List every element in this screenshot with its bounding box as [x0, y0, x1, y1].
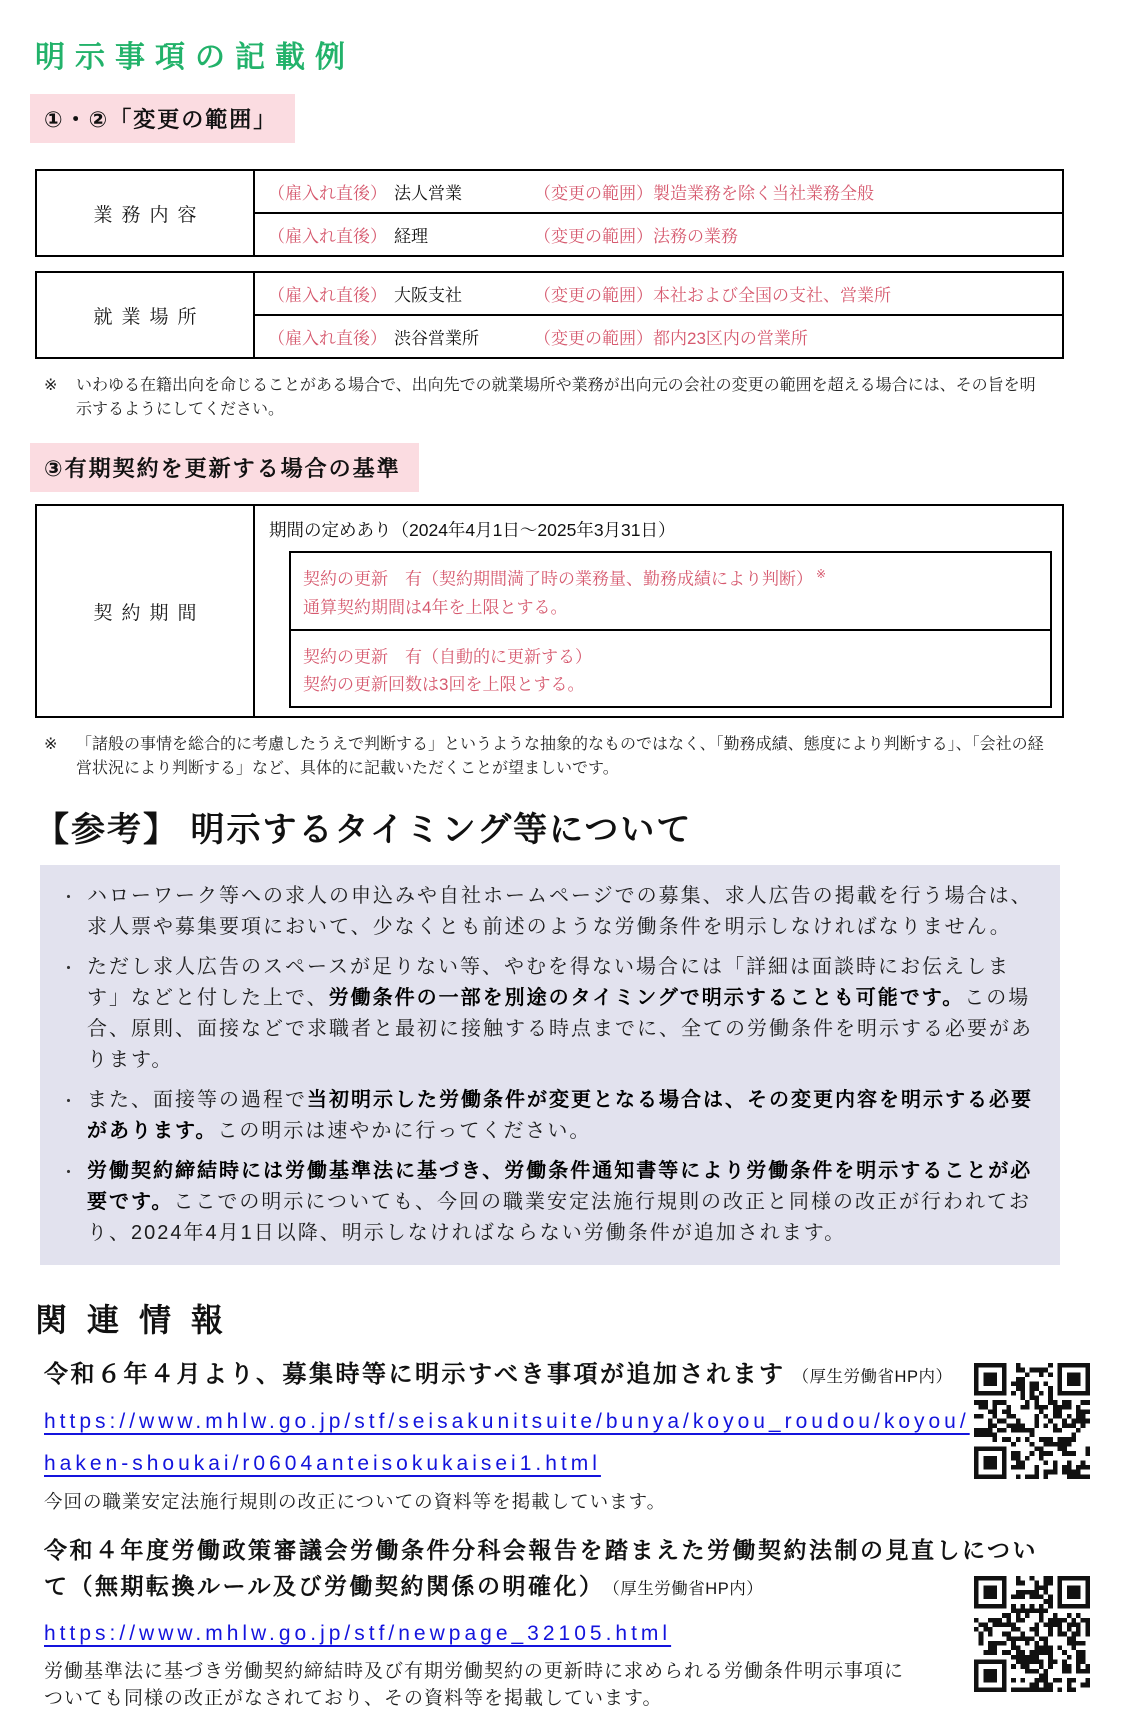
bullet-icon: ・	[60, 959, 77, 979]
qr-code-icon	[974, 1363, 1090, 1479]
list-item: ・ 労働契約締結時には労働基準法に基づき、労働条件通知書等により労働条件を明示することが必要です。ここでの明示についても、今回の職業安定法施行規則の改正と同様の改正が行われており、2024年4月1日以降、明示しなければならない労働条件が追加されます。	[60, 1156, 1038, 1249]
renewal-line: 契約の更新 有（契約期間満了時の業務量、勤務成績により判断） ※	[303, 567, 827, 589]
scope-value: 都内23区内の営業所	[653, 329, 808, 348]
period-text: 期間の定めあり（2024年4月1日～2025年3月31日）	[269, 520, 676, 540]
note-text: いわゆる在籍出向を命じることがある場合で、出向先での就業場所や業務が出向元の会社の変更の範囲を超える場合には、その旨を明示するようにしてください。	[76, 377, 1036, 418]
note-text: 「諸般の事情を総合的に考慮したうえで判断する」というような抽象的なものではなく、「勤務成績、態度により判断する」、「会社の経営状況により判断する」など、具体的に記載いただくことが望ましいです。	[76, 736, 1044, 777]
bullet-icon: ・	[60, 1163, 77, 1183]
table-row	[255, 212, 1062, 255]
scope-label: （変更の範囲）	[534, 329, 653, 348]
reference-box	[40, 865, 1060, 1265]
list-item: ・ また、面接等の過程で当初明示した労働条件が変更となる場合は、その変更内容を明示する必要があります。この明示は速やかに行ってください。	[60, 1085, 1038, 1147]
table-contract-period	[35, 504, 1064, 718]
list-item: ・ ハローワーク等への求人の申込みや自社ホームページでの募集、求人広告の掲載を行う場合は、求人票や募集要項において、少なくとも前述のような労働条件を明示しなければなりません。	[60, 881, 1038, 943]
renewal-line: 通算契約期間は4年を上限とする。	[303, 597, 568, 617]
immediate-label: （雇入れ直後）	[268, 184, 387, 203]
contract-period-cell	[255, 506, 1062, 716]
table-row-header: 就業場所	[37, 273, 255, 357]
immediate-value: 法人営業	[394, 184, 462, 203]
note-renewal-criteria	[44, 733, 1049, 780]
immediate-value: 渋谷営業所	[394, 329, 479, 348]
table-row	[255, 171, 1062, 212]
renewal-line: 契約の更新回数は3回を上限とする。	[303, 675, 585, 695]
bullet-icon: ・	[60, 1092, 77, 1112]
note-marker: ※	[44, 736, 58, 754]
table-work-location	[35, 271, 1064, 359]
immediate-label: （雇入れ直後）	[268, 286, 387, 305]
related-item-title: 令和６年４月より、募集時等に明示すべき事項が追加されます （厚生労働省HP内）	[44, 1361, 953, 1389]
related-item-description: 今回の職業安定法施行規則の改正についての資料等を掲載しています。	[44, 1491, 667, 1513]
source-note: （厚生労働省HP内）	[611, 1579, 764, 1598]
qr-code-icon	[974, 1576, 1090, 1692]
source-note: （厚生労働省HP内）	[792, 1368, 953, 1387]
related-link[interactable]: https://www.mhlw.go.jp/stf/seisakunitsuite/bunya/koyou_roudou/koyou/haken-shoukai/r0604anteisokukaisei1.html	[44, 1410, 970, 1476]
related-item	[44, 1532, 1090, 1713]
immediate-label: （雇入れ直後）	[268, 329, 387, 348]
renewal-line: 契約の更新 有（自動的に更新する）	[303, 647, 592, 667]
table-row	[255, 314, 1062, 357]
immediate-value: 経理	[394, 227, 428, 246]
scope-value: 本社および全国の支社、営業所	[653, 286, 891, 305]
table-work-content	[35, 169, 1064, 257]
note-secondment	[44, 374, 1049, 421]
related-item	[44, 1357, 1090, 1516]
related-item-description: 労働基準法に基づき労働契約締結時及び有期労働契約の更新時に求められる労働条件明示事項についても同様の改正がなされており、その資料等を掲載しています。	[44, 1660, 905, 1710]
immediate-label: （雇入れ直後）	[268, 227, 387, 246]
related-link[interactable]: https://www.mhlw.go.jp/stf/newpage_32105.html	[44, 1621, 672, 1645]
scope-value: 法務の業務	[653, 227, 738, 246]
page-title: 明示事項の記載例	[35, 41, 355, 74]
related-info-heading: 関連情報	[35, 1302, 244, 1339]
table-row-header: 業務内容	[37, 171, 255, 255]
immediate-value: 大阪支社	[394, 286, 462, 305]
table-row-header: 契約期間	[37, 506, 255, 716]
scope-label: （変更の範囲）	[534, 227, 653, 246]
footnote-marker: ※	[816, 567, 827, 581]
renewal-example-box	[289, 631, 1052, 709]
bullet-icon: ・	[60, 888, 77, 908]
related-item-title: 令和４年度労働政策審議会労働条件分科会報告を踏まえた労働契約法制の見直しについて（無期転換ルール及び労働契約関係の明確化） （厚生労働省HP内）	[44, 1536, 1039, 1599]
renewal-example-box	[289, 551, 1052, 631]
section-heading-change-scope: ①・②「変更の範囲」	[30, 94, 295, 143]
scope-label: （変更の範囲）	[534, 184, 653, 203]
scope-value: 製造業務を除く当社業務全般	[653, 184, 874, 203]
section-heading-renewal-criteria: ③有期契約を更新する場合の基準	[30, 443, 419, 492]
reference-heading: 【参考】 明示するタイミング等について	[35, 811, 693, 850]
note-marker: ※	[44, 377, 58, 394]
table-row	[255, 273, 1062, 314]
list-item: ・ ただし求人広告のスペースが足りない等、やむを得ない場合には「詳細は面談時にお伝えします」などと付した上で、労働条件の一部を別途のタイミングで明示することも可能です。この場合、原則、面接などで求職者と最初に接触する時点までに、全ての労働条件を明示する必要があります。	[60, 952, 1038, 1076]
scope-label: （変更の範囲）	[534, 286, 653, 305]
